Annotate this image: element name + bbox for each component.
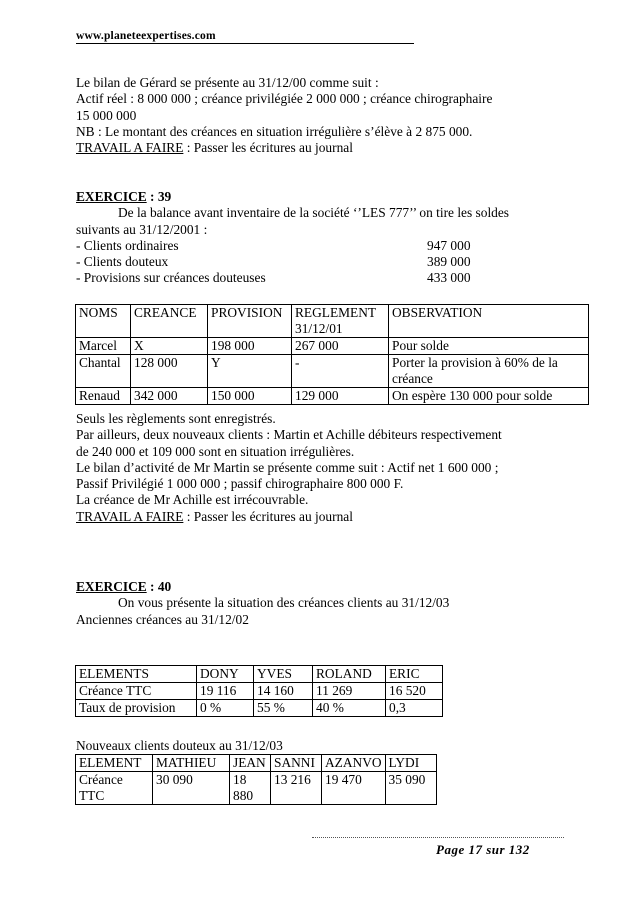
intro-line: NB : Le montant des créances en situation irrégulière s’élève à 2 875 000.: [76, 123, 473, 139]
table-cell: 129 000: [292, 388, 389, 405]
table-cell: 55 %: [254, 700, 313, 717]
col-header: JEAN: [230, 755, 271, 772]
table-row: [76, 388, 589, 405]
exercice-39-title: EXERCICE : 39: [76, 189, 172, 204]
table-row: [76, 700, 443, 717]
ex40-line: On vous présente la situation des créances clients au 31/12/03: [118, 595, 450, 611]
table-cell: ROLAND: [313, 666, 386, 683]
task-text: : Passer les écritures au journal: [183, 508, 353, 524]
table-header-row: [76, 305, 589, 338]
footer-rule: [312, 837, 564, 838]
ex40-line: Anciennes créances au 31/12/02: [76, 611, 249, 627]
table-row: [76, 355, 589, 388]
table-row: [76, 666, 443, 683]
table-cell: YVES: [254, 666, 313, 683]
table-row: [76, 772, 437, 805]
table-cell: Y: [208, 355, 292, 388]
col-header: LYDI: [385, 755, 436, 772]
ex39-task: [76, 509, 572, 525]
table-header-row: [76, 755, 437, 772]
intro-line: Le bilan de Gérard se présente au 31/12/00 comme suit :: [76, 75, 379, 90]
balance-row: - Clients douteux 389 000: [76, 254, 471, 270]
old-receivables-table: [75, 665, 443, 717]
intro-line: Actif réel : 8 000 000 ; créance privilégiée 2 000 000 ; créance chirographaire: [76, 91, 493, 107]
exercice-40-section: [76, 579, 572, 628]
table-cell: 342 000: [131, 388, 208, 405]
balance-row: - Provisions sur créances douteuses 433 000: [76, 270, 471, 286]
table-cell: 267 000: [292, 338, 389, 355]
table-cell: 18 880: [230, 772, 271, 805]
col-header: SANNI: [271, 755, 322, 772]
table-cell: 16 520: [386, 683, 443, 700]
ex39-after-line: La créance de Mr Achille est irrécouvrable.: [76, 492, 309, 508]
table-cell: 19 470: [322, 772, 386, 805]
col-header: MATHIEU: [153, 755, 230, 772]
new-receivables-table: [75, 754, 437, 805]
exercice-39-section: [76, 189, 572, 287]
col-header: CREANCE: [131, 305, 208, 338]
table-cell: Taux de provision: [76, 700, 197, 717]
col-header: ELEMENT: [76, 755, 153, 772]
table-cell: X: [131, 338, 208, 355]
table-cell: 11 269: [313, 683, 386, 700]
table-cell: 30 090: [153, 772, 230, 805]
table-row: [76, 338, 589, 355]
exercice-40-title: EXERCICE : 40: [76, 579, 172, 594]
table-cell: 198 000: [208, 338, 292, 355]
intro-task: [76, 140, 572, 156]
table-cell: -: [292, 355, 389, 388]
ex39-after-line: Seuls les règlements sont enregistrés.: [76, 411, 276, 426]
table-cell: Créance TTC: [76, 683, 197, 700]
table-cell: Chantal: [76, 355, 131, 388]
site-header: www.planeteexpertises.com: [76, 30, 414, 44]
col-header: PROVISION: [208, 305, 292, 338]
table-cell: 150 000: [208, 388, 292, 405]
page-number: Page 17 sur 132: [436, 842, 530, 857]
table-cell: 0 %: [197, 700, 254, 717]
table-cell: Porter la provision à 60% de la créance: [389, 355, 589, 388]
new-clients-label: Nouveaux clients douteux au 31/12/03: [76, 738, 283, 753]
table-cell: On espère 130 000 pour solde: [389, 388, 589, 405]
ex39-table: [75, 304, 589, 405]
table-cell: 35 090: [385, 772, 436, 805]
table-cell: 128 000: [131, 355, 208, 388]
table-cell: ERIC: [386, 666, 443, 683]
task-label: TRAVAIL A FAIRE: [76, 140, 184, 156]
ex39-after-line: Passif Privilégié 1 000 000 ; passif chirographaire 800 000 F.: [76, 476, 404, 492]
table-cell: ELEMENTS: [76, 666, 197, 683]
ex39-after-section: [76, 411, 572, 525]
table-row: [76, 683, 443, 700]
balance-row: - Clients ordinaires 947 000: [76, 237, 471, 253]
table-cell: Créance TTC: [76, 772, 153, 805]
table-cell: Pour solde: [389, 338, 589, 355]
table-cell: Renaud: [76, 388, 131, 405]
table-cell: 0,3: [386, 700, 443, 717]
col-header: OBSERVATION: [389, 305, 589, 338]
ex39-line: suivants au 31/12/2001 :: [76, 221, 208, 237]
intro-line: 15 000 000: [76, 107, 137, 123]
table-cell: 13 216: [271, 772, 322, 805]
task-text: : Passer les écritures au journal: [183, 140, 353, 156]
col-header: AZANVO: [322, 755, 386, 772]
col-header: REGLEMENT 31/12/01: [292, 305, 389, 338]
ex39-after-line: Par ailleurs, deux nouveaux clients : Martin et Achille débiteurs respectivement: [76, 427, 502, 443]
table-cell: 40 %: [313, 700, 386, 717]
col-header: NOMS: [76, 305, 131, 338]
ex39-line: De la balance avant inventaire de la société ‘’LES 777’’ on tire les soldes: [118, 205, 510, 221]
table-cell: Marcel: [76, 338, 131, 355]
table-cell: DONY: [197, 666, 254, 683]
table-cell: 14 160: [254, 683, 313, 700]
task-label: TRAVAIL A FAIRE: [76, 508, 184, 524]
ex39-after-line: de 240 000 et 109 000 sont en situation irrégulières.: [76, 443, 355, 459]
intro-section: [76, 75, 572, 156]
table-cell: 19 116: [197, 683, 254, 700]
ex39-after-line: Le bilan d’activité de Mr Martin se présente comme suit : Actif net 1 600 000 ;: [76, 459, 499, 475]
